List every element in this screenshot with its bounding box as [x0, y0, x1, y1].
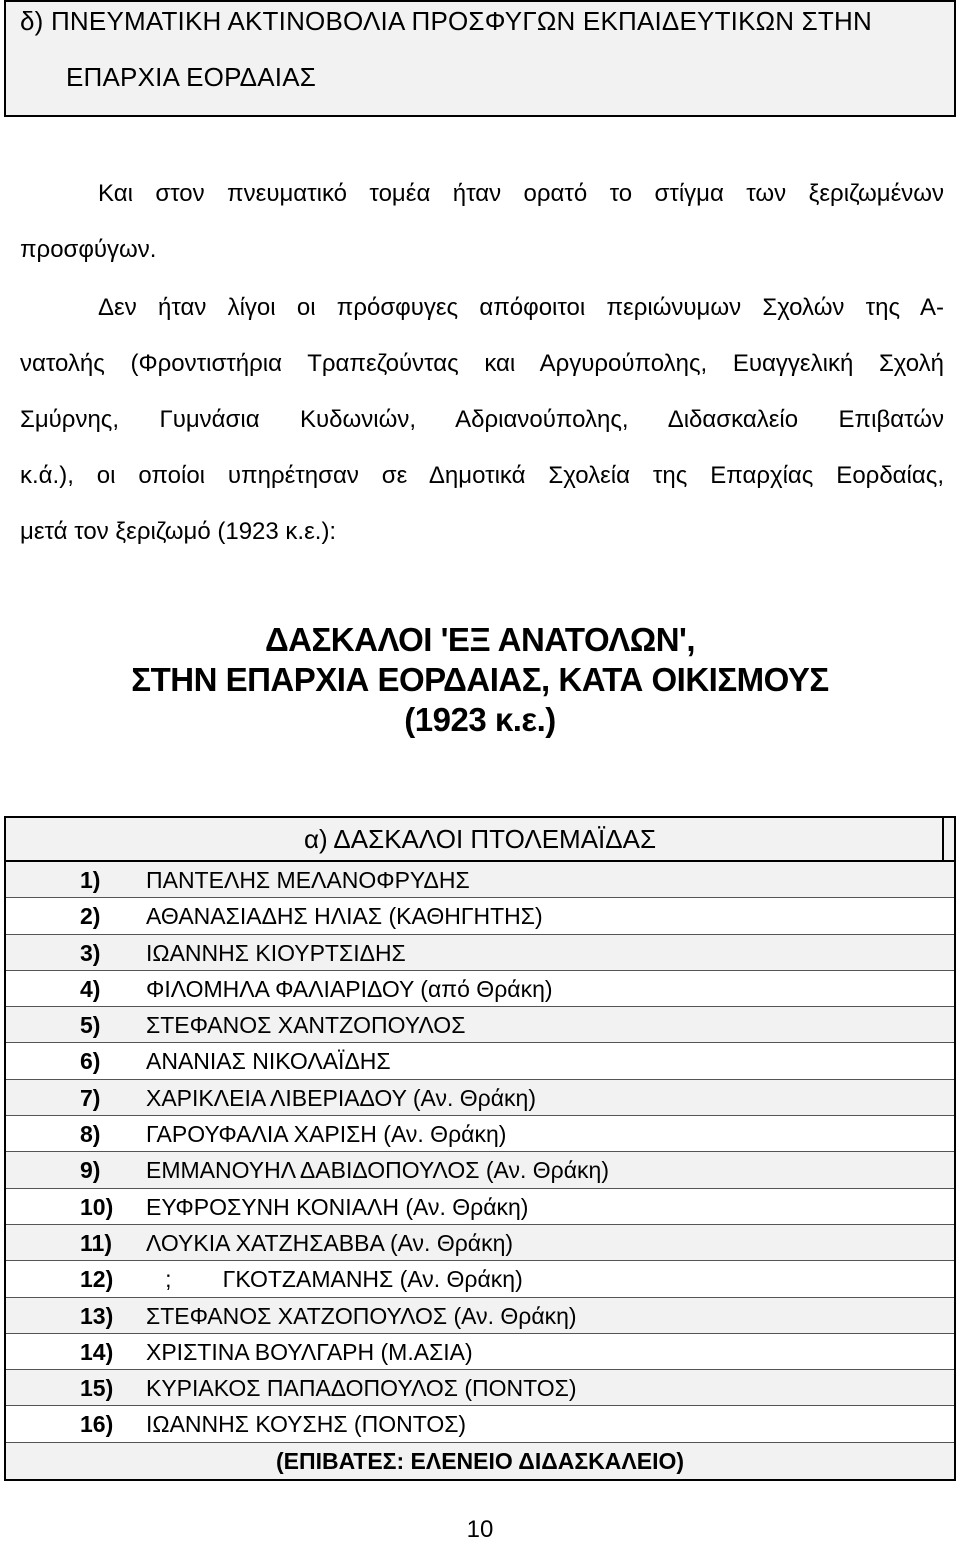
body-paragraph — [20, 280, 944, 560]
intro-paragraph — [20, 166, 944, 278]
row-name: ΛΟΥΚΙΑ ΧΑΤΖΗΣΑΒΒΑ (Αν. Θράκη) — [146, 1229, 514, 1256]
row-number: 7) — [80, 1084, 101, 1111]
table-footer: (ΕΠΙΒΑΤΕΣ: ΕΛΕΝΕΙΟ ΔΙΔΑΣΚΑΛΕΙΟ) — [6, 1443, 954, 1479]
row-name: ΙΩΑΝΝΗΣ ΚΟΥΣΗΣ (ΠΟΝΤΟΣ) — [146, 1411, 467, 1438]
row-name: ΑΘΑΝΑΣΙΑΔΗΣ ΗΛΙΑΣ (ΚΑΘΗΓΗΤΗΣ) — [146, 903, 543, 930]
table-row — [6, 1334, 954, 1370]
row-name: ΓΑΡΟΥΦΑΛΙΑ ΧΑΡΙΣΗ (Αν. Θράκη) — [146, 1121, 507, 1148]
row-name: ΠΑΝΤΕΛΗΣ ΜΕΛΑΝΟΦΡΥΔΗΣ — [146, 867, 470, 893]
table-row — [6, 1043, 954, 1079]
table-title-row — [6, 818, 954, 862]
table-body — [6, 862, 954, 1443]
teachers-table — [4, 816, 956, 1481]
section-title-line-2: ΕΠΑΡΧΙΑ ΕΟΡΔΑΙΑΣ — [66, 62, 317, 92]
table-row — [6, 1261, 954, 1297]
row-name: ; ΓΚΟΤΖΑΜΑΝΗΣ (Αν. Θράκη) — [146, 1266, 523, 1293]
table-row — [6, 898, 954, 934]
table-row — [6, 862, 954, 898]
table-row — [6, 1152, 954, 1188]
table-row — [6, 1080, 954, 1116]
row-name: ΣΤΕΦΑΝΟΣ ΧΑΝΤΖΟΠΟΥΛΟΣ — [146, 1012, 466, 1039]
row-number: 11) — [80, 1229, 112, 1256]
row-name: ΦΙΛΟΜΗΛΑ ΦΑΛΙΑΡΙΔΟΥ (από Θράκη) — [146, 975, 553, 1002]
row-name: ΣΤΕΦΑΝΟΣ ΧΑΤΖΟΠΟΥΛΟΣ (Αν. Θράκη) — [146, 1302, 577, 1329]
row-number: 1) — [80, 867, 101, 893]
page-number: 10 — [466, 1516, 494, 1543]
table-row — [6, 1116, 954, 1152]
table-row — [6, 1370, 954, 1406]
paragraph-line: μετά τον ξεριζωμό (1923 κ.ε.): — [20, 518, 337, 545]
table-row — [6, 971, 954, 1007]
row-name: ΧΡΙΣΤΙΝΑ ΒΟΥΛΓΑΡΗ (Μ.ΑΣΙΑ) — [146, 1338, 473, 1365]
row-number: 3) — [80, 939, 101, 966]
row-name: ΚΥΡΙΑΚΟΣ ΠΑΠΑΔΟΠΟΥΛΟΣ (ΠΟΝΤΟΣ) — [146, 1375, 577, 1402]
row-number: 6) — [80, 1048, 101, 1075]
row-number: 16) — [80, 1411, 114, 1438]
row-number: 8) — [80, 1121, 101, 1148]
list-heading — [0, 620, 960, 740]
paragraph-line: νατολής (Φροντιστήρια Τραπεζούντας και Αργυρούπολης, Ευαγγελική Σχολή — [20, 350, 944, 377]
table-row — [6, 935, 954, 971]
row-number: 2) — [80, 903, 101, 930]
table-row — [6, 1406, 954, 1442]
row-number: 5) — [80, 1012, 101, 1039]
row-name: ΙΩΑΝΝΗΣ ΚΙΟΥΡΤΣΙΔΗΣ — [146, 939, 406, 966]
heading-line-2: ΣΤΗΝ ΕΠΑΡΧΙΑ ΕΟΡΔΑΙΑΣ, ΚΑΤΑ ΟΙΚΙΣΜΟΥΣ — [131, 661, 829, 698]
row-name: ΧΑΡΙΚΛΕΙΑ ΛΙΒΕΡΙΑΔΟΥ (Αν. Θράκη) — [146, 1084, 536, 1111]
table-row — [6, 1225, 954, 1261]
row-name: ΑΝΑΝΙΑΣ ΝΙΚΟΛΑΪΔΗΣ — [146, 1048, 391, 1075]
paragraph-line: προσφύγων. — [20, 236, 157, 263]
row-number: 12) — [80, 1266, 114, 1293]
section-header-box — [4, 0, 956, 117]
paragraph-line: Δεν ήταν λίγοι οι πρόσφυγες απόφοιτοι περιώνυμων Σχολών της Α- — [98, 294, 944, 321]
table-title: α) ΔΑΣΚΑΛΟΙ ΠΤΟΛΕΜΑΪΔΑΣ — [303, 824, 657, 854]
heading-line-1: ΔΑΣΚΑΛΟΙ 'ΕΞ ΑΝΑΤΟΛΩΝ', — [264, 621, 696, 658]
table-row — [6, 1189, 954, 1225]
row-number: 4) — [80, 975, 101, 1002]
row-number: 9) — [80, 1157, 101, 1184]
row-name: ΕΥΦΡΟΣΥΝΗ ΚΟΝΙΑΛΗ (Αν. Θράκη) — [146, 1193, 529, 1220]
title-divider — [942, 818, 944, 860]
paragraph-line: Και στον πνευματικό τομέα ήταν ορατό το στίγμα των ξεριζωμένων — [98, 180, 944, 207]
row-number: 13) — [80, 1302, 114, 1329]
paragraph-line: κ.ά.), οι οποίοι υπηρέτησαν σε Δημοτικά Σχολεία της Επαρχίας Εορδαίας, — [20, 462, 944, 489]
paragraph-line: Σμύρνης, Γυμνάσια Κυδωνιών, Αδριανούπολης, Διδασκαλείο Επιβατών — [20, 406, 944, 433]
row-name: ΕΜΜΑΝΟΥΗΛ ΔΑΒΙΔΟΠΟΥΛΟΣ (Αν. Θράκη) — [146, 1157, 609, 1184]
table-row — [6, 1007, 954, 1043]
section-title-line-1: δ) ΠΝΕΥΜΑΤΙΚΗ ΑΚΤΙΝΟΒΟΛΙΑ ΠΡΟΣΦΥΓΩΝ ΕΚΠΑΙΔΕΥΤΙΚΩΝ ΣΤΗΝ — [20, 6, 872, 36]
table-row — [6, 1298, 954, 1334]
row-number: 15) — [80, 1375, 114, 1402]
row-number: 10) — [80, 1193, 114, 1220]
heading-line-3: (1923 κ.ε.) — [404, 701, 556, 738]
row-number: 14) — [80, 1338, 114, 1365]
